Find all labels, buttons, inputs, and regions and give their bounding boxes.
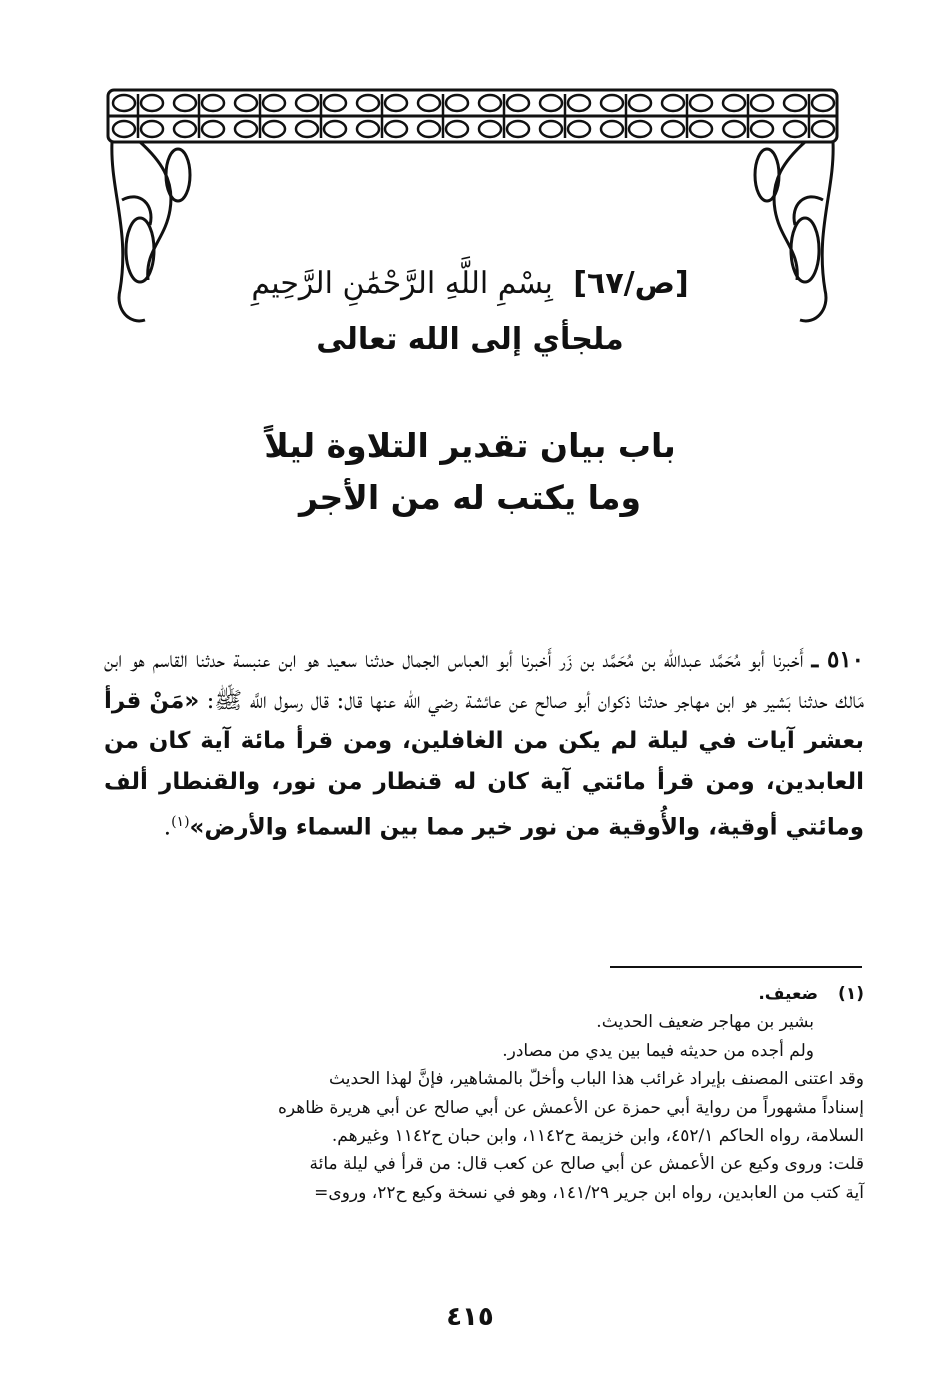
footnote-marker: (١) — [838, 984, 864, 1004]
footnote-divider — [610, 966, 862, 968]
basmala: بِسْمِ اللَّهِ الرَّحْمَٰنِ الرَّحِيمِ — [251, 266, 553, 301]
footnote-line: السلامة، رواه الحاكم ٤٥٢/١، وابن خزيمة ح١١٤٢، وابن حبان ح١١٤٢ وغيرهم. — [331, 1126, 864, 1147]
subtitle: ملجأي إلى الله تعالى — [316, 322, 624, 357]
chapter-title — [100, 420, 840, 524]
hadith-narration: أَخبرنا أبو مُحَمَّد عبدالله بن مُحَمَّد بن زَر أَخبرنا أبو العباس الجمال حدثنا سعيد هو ابن عنبسة حدثنا القاسم هو ابن مَالك حدثنا بَشير هو ابن مهاجر حدثنا ذكوان أبو صالح عن عائشة رضي الله عنها قال: قال رسول اللَّه ﷺ: — [104, 647, 864, 714]
footnote-first-line — [104, 980, 864, 1008]
footnote-line: وقد اعتنى المصنف بإيراد غرائب هذا الباب وأخلّ بالمشاهير، فإنَّ لهذا الحديث — [329, 1069, 864, 1090]
footnote-reference: (١) — [171, 814, 190, 830]
page-number: ٤١٥ — [446, 1302, 494, 1332]
hadith-end: . — [163, 814, 172, 841]
page-reference: [ص/٦٧] — [573, 266, 689, 301]
hadith-number: ٥١٠ ـ — [811, 646, 865, 673]
chapter-title-line-2: وما يكتب له من الأجر — [298, 478, 641, 517]
footnote-line: بشير بن مهاجر ضعيف الحديث. — [596, 1012, 814, 1033]
footnote-line: آية كتب من العابدين، رواه ابن جرير ١٤١/٢٩، وهو في نسخة وكيع ح٢٢، وروى= — [314, 1182, 864, 1203]
footnote-line: قلت: وروى وكيع عن الأعمش عن أبي صالح عن كعب قال: من قرأ في ليلة مائة — [309, 1154, 864, 1175]
header-line — [150, 262, 790, 306]
hadith-text — [104, 640, 864, 848]
footnote-line: إسناداً مشهوراً من رواية أبي حمزة عن الأعمش عن أبي صالح عن أبي هريرة ظاهره — [278, 1097, 864, 1118]
footnote-line: ولم أجده من حديثه فيما بين يدي من مصادر. — [502, 1040, 814, 1061]
footnote-grade: ضعيف. — [758, 984, 818, 1004]
chapter-title-line-1: باب بيان تقدير التلاوة ليلاً — [264, 426, 676, 465]
hadith-quote: «مَنْ قرأ بعشر آيات في ليلة لم يكن من الغافلين، ومن قرأ مائة آية كان من العابدين، ومن قرأ مائتي آية كان له قنطار من نور، والقنطار ألف ومائتي أوقية، والأُوقية من نور خير مما بين السماء والأرض» — [104, 687, 864, 841]
footnotes — [104, 980, 864, 1207]
